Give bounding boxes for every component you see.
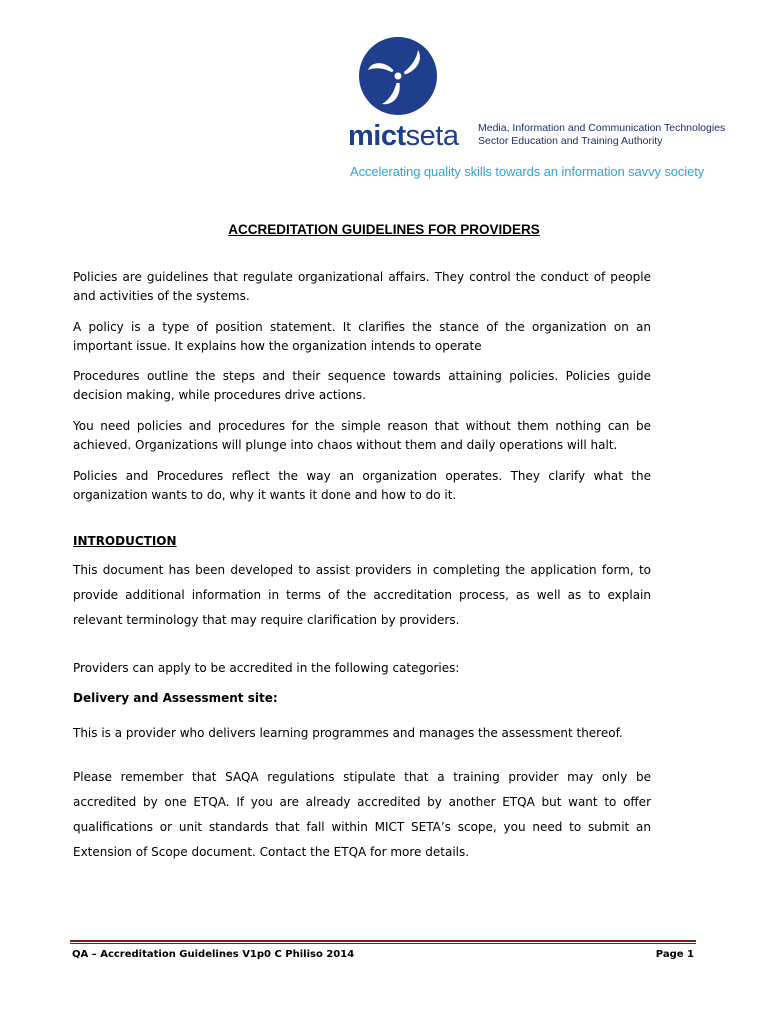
delivery-heading: Delivery and Assessment site: — [73, 691, 278, 705]
tagline: Accelerating quality skills towards an information savvy society — [350, 164, 705, 179]
saqa-reminder: Please remember that SAQA regulations stipulate that a training provider may only be accredited by one ETQA. If you are already accredited by another ETQA but want to offer qualifications or unit standards that fall within MICT SETA’s scope, you need to submit an Extension of Scope document. Contact the ETQA for more details. — [73, 770, 651, 859]
footer-rule-thin — [70, 943, 696, 944]
brand-light: seta — [405, 120, 459, 152]
paragraph-reflect: Policies and Procedures reflect the way an organization operates. They clarify what the organization wants to do, why it wants it done and how to do it. — [73, 469, 651, 502]
page-number: Page 1 — [655, 949, 694, 960]
footer-doc-ref: QA – Accreditation Guidelines V1p0 C Philiso 2014 — [72, 949, 355, 960]
mictseta-logo — [348, 36, 728, 186]
org-name-line2: Sector Education and Training Authority — [478, 135, 663, 147]
document-title: ACCREDITATION GUIDELINES FOR PROVIDERS — [228, 222, 540, 237]
brand-wordmark — [348, 120, 458, 153]
paragraph-need-policies: You need policies and procedures for the simple reason that without them nothing can be achieved. Organizations will plunge into chaos without them and daily operations will halt. — [73, 419, 651, 452]
mictseta-logo-mark-icon — [358, 36, 438, 116]
introduction-text: This document has been developed to assist providers in completing the application form, to provide additional information in terms of the accreditation process, as well as to explain relevant terminology that may require clarification by providers. — [73, 563, 651, 627]
footer-rule — [70, 940, 696, 942]
org-name — [478, 122, 728, 148]
org-name-line1: Media, Information and Communication Technologies — [478, 122, 726, 134]
introduction-heading: INTRODUCTION — [73, 534, 177, 548]
paragraph-policies: Policies are guidelines that regulate organizational affairs. They control the conduct of people and activities of the systems. — [73, 270, 651, 303]
brand-bold: mict — [348, 120, 406, 152]
paragraph-procedures: Procedures outline the steps and their sequence towards attaining policies. Policies guide decision making, while procedures drive actions. — [73, 369, 651, 402]
categories-text: Providers can apply to be accredited in the following categories: — [73, 661, 460, 675]
delivery-text: This is a provider who delivers learning programmes and manages the assessment thereof. — [73, 726, 623, 740]
paragraph-policy-statement: A policy is a type of position statement. It clarifies the stance of the organization on an important issue. It explains how the organization intends to operate — [73, 320, 651, 353]
